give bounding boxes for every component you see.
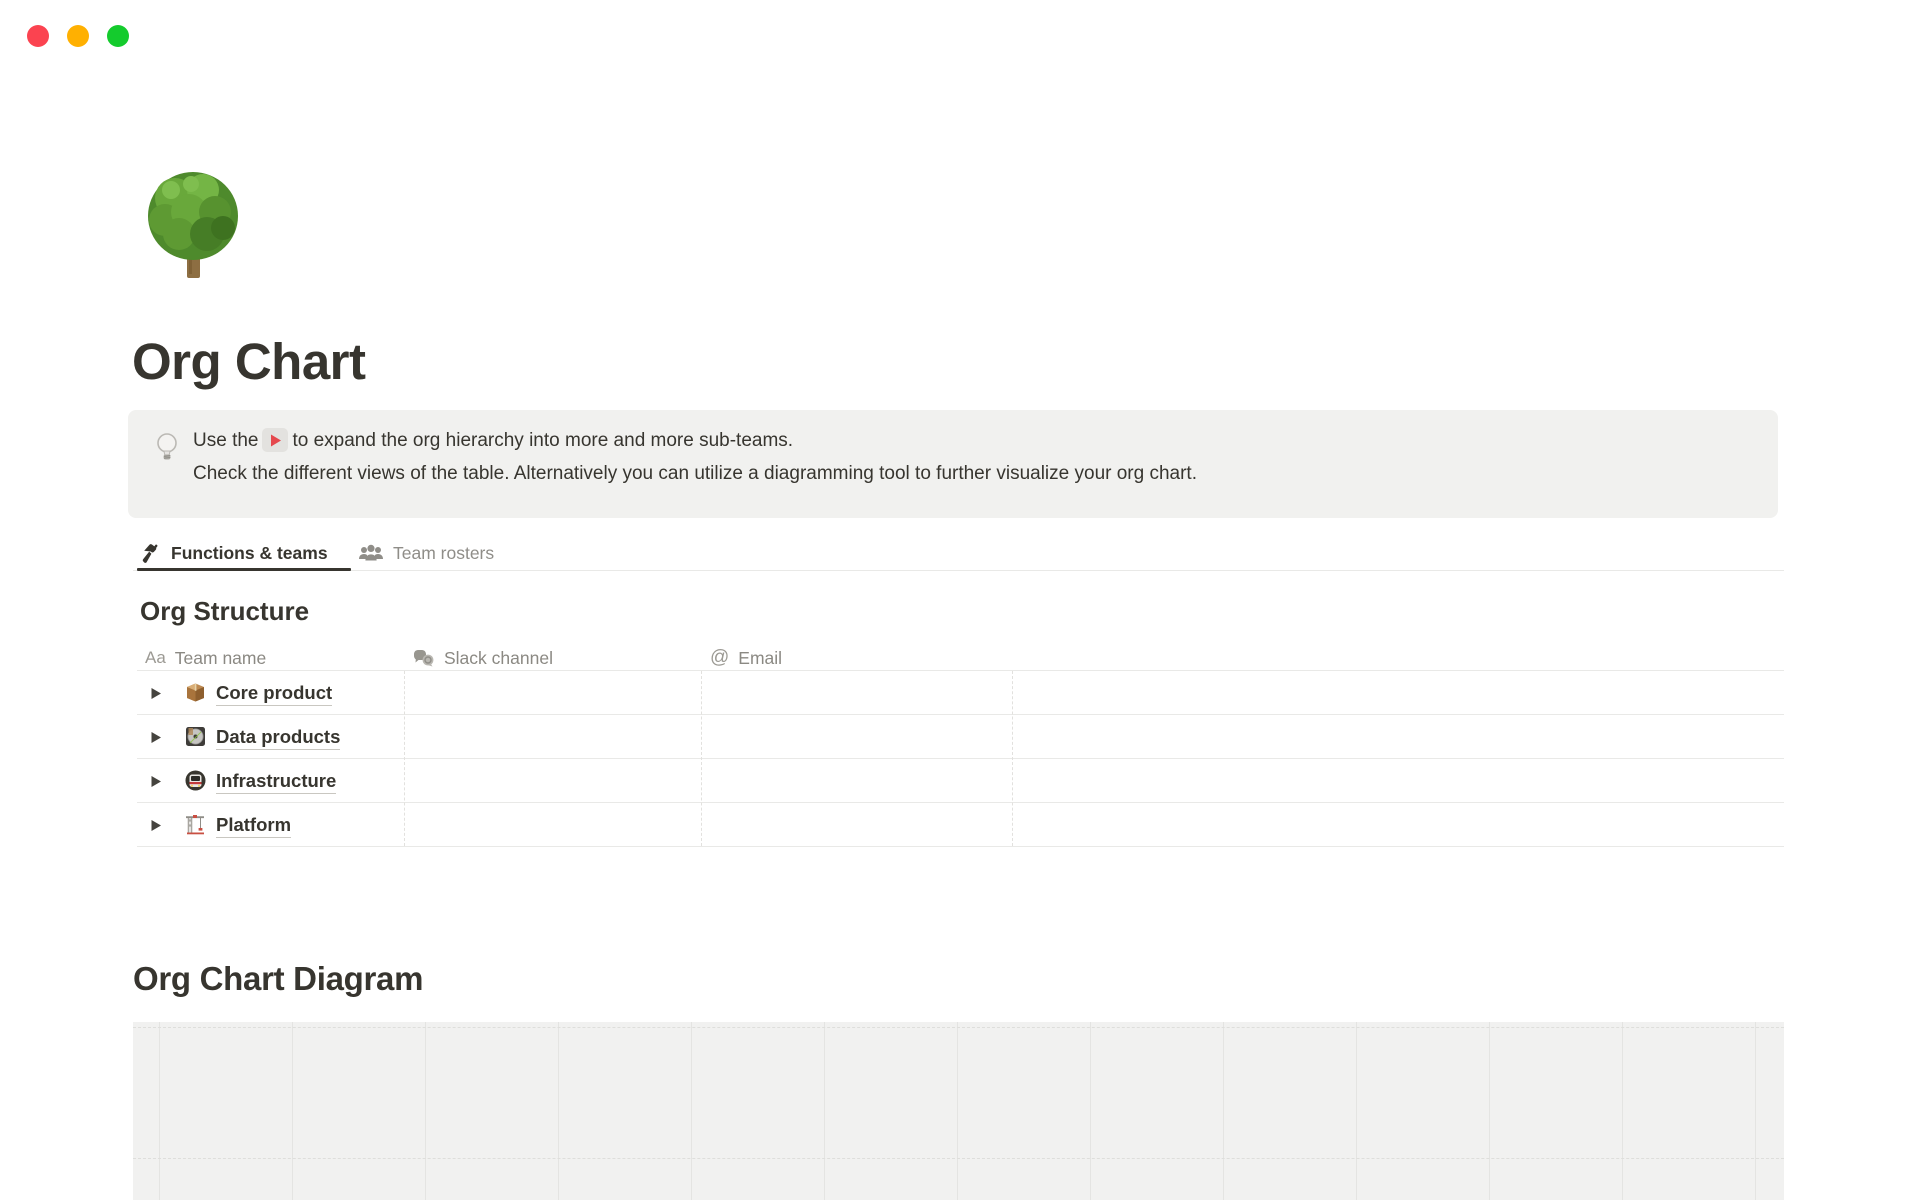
package-icon <box>184 681 207 709</box>
table-row <box>137 671 1784 715</box>
hammer-icon <box>141 543 162 564</box>
play-toggle-icon <box>262 428 288 452</box>
expand-toggle-icon[interactable] <box>150 731 162 749</box>
expand-toggle-icon[interactable] <box>150 819 162 837</box>
callout-line-2: Check the different views of the table. Alternatively you can utilize a diagramming tool to further visualize your org chart. <box>193 463 1197 484</box>
org-chart-diagram-canvas[interactable] <box>133 1022 1784 1200</box>
tabs-divider <box>133 570 1784 571</box>
database-title: Org Structure <box>140 596 310 626</box>
window-close-button[interactable] <box>27 25 49 47</box>
diagram-heading: Org Chart Diagram <box>133 960 424 997</box>
active-tab-underline <box>137 568 351 571</box>
team-page-link[interactable]: Platform <box>216 813 291 838</box>
table-row <box>137 803 1784 847</box>
callout-line-1 <box>193 424 1197 457</box>
team-page-link[interactable]: Data products <box>216 725 340 750</box>
callout-line1-before: Use the <box>193 430 259 451</box>
window-minimize-button[interactable] <box>67 25 89 47</box>
tab-functions-and-teams[interactable] <box>141 538 328 568</box>
column-label: Slack channel <box>444 647 553 668</box>
metro-icon <box>184 769 207 797</box>
people-group-icon <box>358 543 384 563</box>
team-page-link[interactable]: Core product <box>216 681 332 706</box>
callout-text <box>193 424 1197 490</box>
column-header-team-name[interactable] <box>145 645 266 671</box>
column-label: Email <box>738 647 783 668</box>
diagram-grid-line <box>133 1158 1784 1159</box>
page-title: Org Chart <box>132 333 366 390</box>
at-sign-icon: @ <box>710 647 730 668</box>
deciduous-tree-icon <box>145 168 241 282</box>
chat-bubbles-icon <box>413 649 435 668</box>
column-header-email[interactable] <box>710 645 782 671</box>
computer-disk-icon <box>184 725 207 753</box>
column-label: Team name <box>174 647 267 668</box>
tab-team-rosters[interactable] <box>358 538 494 568</box>
column-header-slack-channel[interactable] <box>413 645 553 671</box>
light-bulb-icon <box>154 432 180 467</box>
tab-label: Functions & teams <box>171 542 328 563</box>
expand-toggle-icon[interactable] <box>150 687 162 705</box>
expand-toggle-icon[interactable] <box>150 775 162 793</box>
window-zoom-button[interactable] <box>107 25 129 47</box>
tab-label: Team rosters <box>393 542 495 563</box>
building-construction-icon <box>184 813 207 841</box>
text-aa-icon: Aa <box>145 648 166 667</box>
team-page-link[interactable]: Infrastructure <box>216 769 336 794</box>
diagram-grid-line <box>133 1027 1784 1028</box>
table-row <box>137 715 1784 759</box>
callout-block <box>128 410 1778 518</box>
table-row <box>137 759 1784 803</box>
page-icon[interactable] <box>145 168 241 287</box>
callout-line1-after: to expand the org hierarchy into more and more sub-teams. <box>292 430 794 451</box>
